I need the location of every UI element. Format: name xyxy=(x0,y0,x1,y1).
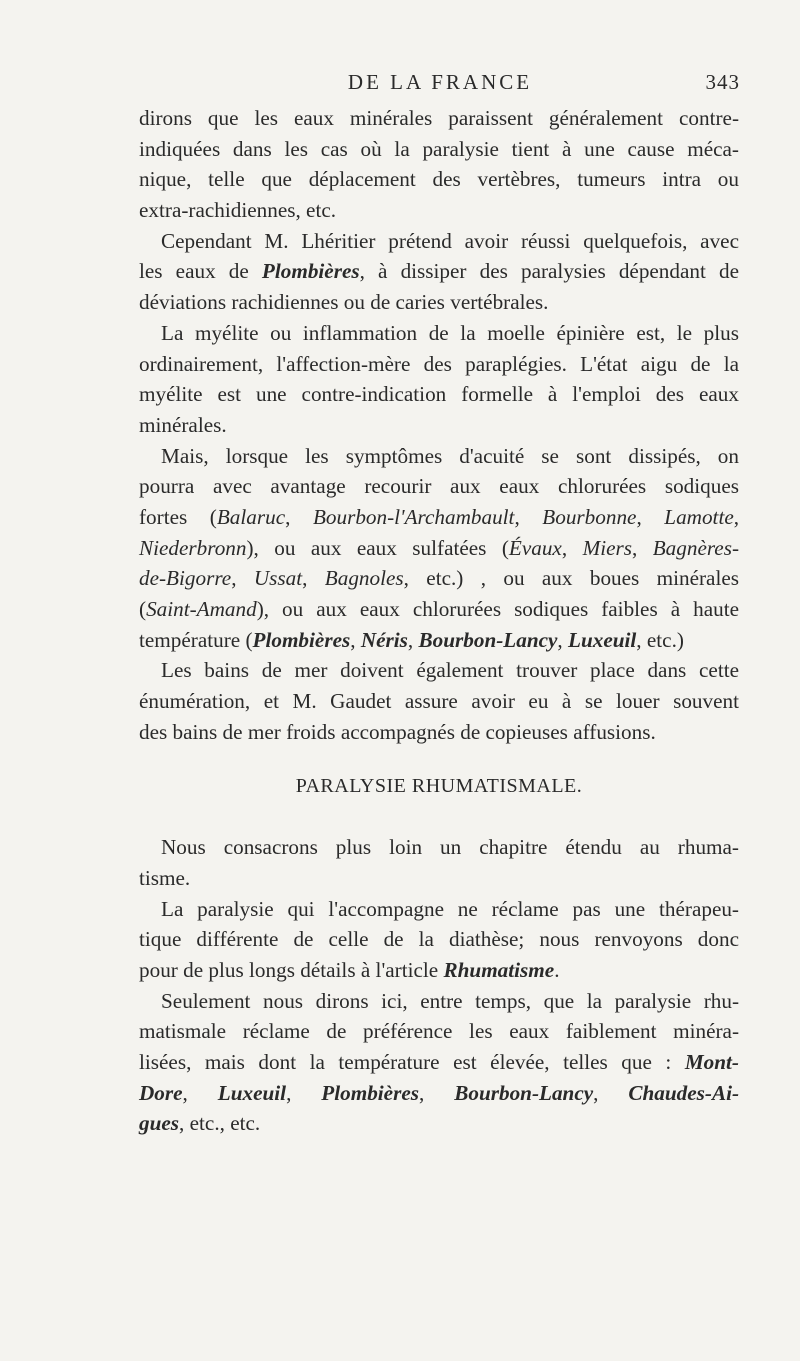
text-line: nique, telle que déplacement des vertèbres, tumeurs intra ou xyxy=(139,167,739,192)
place-name: Bagnoles xyxy=(324,566,404,591)
place-name: Chaudes-Ai- xyxy=(628,1080,740,1105)
text-line: les eaux de Plombières, à dissiper des paralysies dépendant de xyxy=(139,259,740,284)
paragraph-5 xyxy=(139,655,739,747)
place-name: gues xyxy=(139,1111,180,1136)
place-name: de-Bigorre xyxy=(139,566,232,591)
place-name: Luxeuil xyxy=(568,627,637,652)
text-line: énumération, et M. Gaudet assure avoir eu à se louer souvent xyxy=(139,689,739,714)
text-line: Niederbronn), ou aux eaux sulfatées (Évaux, Miers, Bagnères- xyxy=(139,535,740,560)
place-name: Miers xyxy=(582,535,632,560)
place-name: Luxeuil xyxy=(217,1080,287,1105)
paragraph-6 xyxy=(139,832,739,893)
text-line: Cependant M. Lhéritier prétend avoir réussi quelquefois, avec xyxy=(161,228,739,253)
place-name: Évaux xyxy=(508,535,562,560)
text-line: matismale réclame de préférence les eaux faiblement minéra- xyxy=(139,1019,739,1044)
running-title: DE LA FRANCE xyxy=(347,70,533,94)
place-name: Saint-Amand xyxy=(146,597,257,621)
text-line: lisées, mais dont la température est élevée, telles que : Mont- xyxy=(139,1049,739,1074)
paragraph-3 xyxy=(139,318,739,441)
text-line: de-Bigorre, Ussat, Bagnoles, etc.) , ou aux boues minérales xyxy=(139,566,739,591)
place-name: Lamotte xyxy=(664,504,734,529)
paragraph-4 xyxy=(139,441,739,656)
text-line: dirons que les eaux minérales paraissent généralement contre- xyxy=(139,106,739,130)
place-name: Bourbon-Lancy xyxy=(454,1080,594,1105)
paragraph-8 xyxy=(139,986,739,1139)
place-name: Bagnères- xyxy=(652,535,740,560)
place-name: Plombières xyxy=(261,259,360,284)
place-name: Néris xyxy=(360,627,408,652)
text-line: pour de plus longs détails à l'article Rhumatisme. xyxy=(139,957,560,982)
text-line: myélite est une contre-indication formelle à l'emploi des eaux xyxy=(139,382,739,407)
place-name: Niederbronn xyxy=(139,535,247,560)
text-line: déviations rachidiennes ou de caries vertébrales. xyxy=(139,290,549,315)
text-line: température (Plombières, Néris, Bourbon-Lancy, Luxeuil, etc.) xyxy=(139,627,684,652)
running-head xyxy=(140,70,740,100)
text-line: Seulement nous dirons ici, entre temps, que la paralysie rhu- xyxy=(161,988,739,1013)
text-line: Mais, lorsque les symptômes d'acuité se sont dissipés, on xyxy=(161,443,739,468)
text-line: des bains de mer froids accompagnés de copieuses affusions. xyxy=(139,719,656,744)
place-name: Plombières xyxy=(321,1080,419,1105)
place-name: Bourbon-l'Archambault xyxy=(312,504,515,529)
text-line: fortes (Balaruc, Bourbon-l'Archambault, Bourbonne, Lamotte, xyxy=(139,504,740,529)
page-number: 343 xyxy=(705,70,740,94)
place-name: Ussat xyxy=(253,566,303,591)
place-name: Bourbonne xyxy=(542,504,637,529)
place-name: Balaruc xyxy=(216,504,286,529)
text-line: gues, etc., etc. xyxy=(139,1111,261,1136)
text-line: Les bains de mer doivent également trouver place dans cette xyxy=(161,658,739,683)
text-line: La paralysie qui l'accompagne ne réclame pas une thérapeu- xyxy=(161,896,739,921)
place-name: Dore xyxy=(139,1080,183,1105)
place-name: Mont- xyxy=(684,1049,739,1074)
text-line: minérales. xyxy=(139,412,227,437)
place-name: Bourbon-Lancy xyxy=(418,627,558,652)
text-line: tisme. xyxy=(139,865,191,890)
place-name: Plombières xyxy=(252,627,351,652)
text-line: tique différente de celle de la diathèse; nous renvoyons donc xyxy=(139,927,739,952)
text-line: La myélite ou inflammation de la moelle épinière est, le plus xyxy=(161,320,739,345)
text-line: ordinairement, l'affection-mère des paraplégies. L'état aigu de la xyxy=(139,351,739,376)
text-line: Dore, Luxeuil, Plombières, Bourbon-Lancy, Chaudes-Ai- xyxy=(139,1080,740,1105)
paragraph-7 xyxy=(139,894,739,986)
paragraph-1 xyxy=(139,103,739,226)
paragraph-2 xyxy=(139,226,739,318)
text-line: indiquées dans les cas où la paralysie tient à une cause méca- xyxy=(139,136,739,161)
article-reference: Rhumatisme xyxy=(443,957,555,982)
text-line: (Saint-Amand), ou aux eaux chlorurées sodiques faibles à haute xyxy=(139,597,739,621)
text-line: pourra avec avantage recourir aux eaux chlorurées sodiques xyxy=(139,474,739,499)
body-text xyxy=(139,103,739,1139)
section-heading: PARALYSIE RHUMATISMALE. xyxy=(295,775,583,798)
text-line: extra-rachidiennes, etc. xyxy=(139,198,337,223)
text-line: Nous consacrons plus loin un chapitre étendu au rhuma- xyxy=(161,835,739,860)
